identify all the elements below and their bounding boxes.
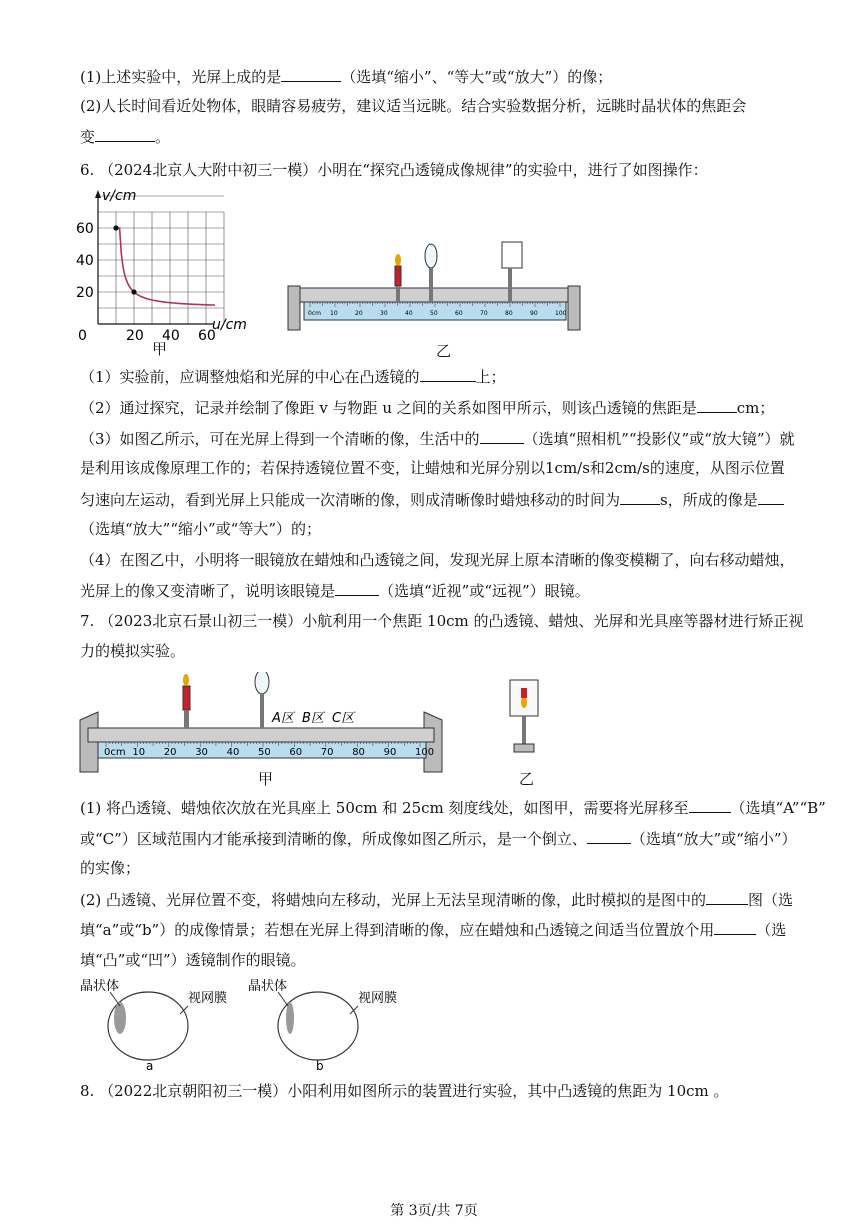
text: 6. （2024北京人大附中初三一模）小明在“探究凸透镜成像规律”的实验中，进行了如图操作： [80,161,708,179]
answer-blank[interactable] [697,397,737,413]
bench-tick-label: 40 [226,747,240,758]
retina-label-b: 视网膜 [358,991,398,1006]
bench-tick-label: 100 [415,747,435,758]
text: （4）在图乙中，小明将一眼镜放在蜡烛和凸透镜之间，发现光屏上原本清晰的像变模糊了，向右移动蜡烛， [80,551,795,569]
text: 填“凸”或“凹”）透镜制作的眼镜。 [80,951,306,969]
answer-blank[interactable] [420,366,476,382]
text: s，所成的像是 [660,491,758,509]
candle-flame [183,674,189,686]
answer-blank[interactable] [281,66,341,82]
bench-tick-label: 90 [383,747,397,758]
q6-item-1 [80,366,506,387]
tick-labels [76,221,216,344]
x-axis-label: u/cm [212,317,247,333]
bench-tick-label: 10 [132,747,146,758]
caption-jia: 甲 [152,340,168,358]
data-point [131,289,136,294]
q7-item-1 [80,797,826,818]
bench-tick-label: 0cm [104,747,126,758]
x-tick-label: 60 [198,328,216,344]
text: (1)上述实验中，光屏上成的是 [80,68,282,86]
answer-blank[interactable] [758,489,784,505]
bench-tick-label: 70 [480,310,488,317]
crystalline-lens-a [114,1002,126,1034]
text: 变 [80,128,96,146]
bench-left-leg [288,286,300,330]
q6-item-3-cont3 [80,519,321,539]
convex-lens [255,672,269,694]
q7-stem [80,611,804,631]
text: (2) 凸透镜、光屏位置不变，将蜡烛向左移动，光屏上无法呈现清晰的像，此时模拟的是图中的 [80,891,707,909]
text: 上； [475,368,506,386]
lens-holder [429,268,433,302]
pointer [278,992,288,1006]
convex-lens [425,244,437,268]
x-tick-label: 20 [126,328,144,344]
eye-diagrams [76,976,416,1072]
q5-item-2-cont [80,126,170,147]
text: cm； [736,399,775,417]
bench-tick-label: 30 [195,747,208,758]
text: (2)人长时间看近处物体，眼睛容易疲劳，建议适当远眺。结合实验数据分析，远眺时晶状体的焦距会 [80,97,747,115]
text: （选填“放大”“缩小”或“等大”）的； [80,520,322,538]
text: 是利用该成像原理工作的；若保持透镜位置不变，让蜡烛和光屏分别以1cm/s和2cm/s的速度，从图示位置 [80,459,785,477]
text: 力的模拟实验。 [80,642,186,660]
q7-item-2 [80,889,793,910]
q6-item-4 [80,550,795,570]
text: (1) 将凸透镜、蜡烛依次放在光具座上 50cm 和 25cm 刻度线处，如图甲，需要将光屏移至 [80,799,689,817]
inverted-candle [521,688,527,698]
q6-item-4-cont [80,580,590,601]
y-tick-label: 40 [76,253,94,269]
text: 光屏上的像又变清晰了，说明该眼镜是 [80,582,336,600]
bench-tick-label: 60 [455,310,463,317]
q6-optical-bench [284,240,584,340]
pointer [110,992,120,1006]
text: 匀速向左运动，看到光屏上只能成一次清晰的像，则成清晰像时蜡烛移动的时间为 [80,491,621,509]
text: 7. （2023北京石景山初三一模）小航利用一个焦距 10cm 的凸透镜、蜡烛、光屏和光具座等器材进行矫正视 [80,612,804,630]
q5-item-1 [80,66,612,87]
bench-tick-label: 100 [555,310,567,317]
text: （2）通过探究，记录并绘制了像距 v 与物距 u 之间的关系如图甲所示，则该凸透镜的焦距是 [80,399,697,417]
bench-top [88,728,434,742]
crystalline-lens-b [286,1002,294,1034]
y-axis-label: v/cm [102,188,137,204]
bench-tick-label: 70 [320,747,334,758]
q6-graph-figure [74,186,254,362]
text: （选填“近视”或“远视”）眼镜。 [379,582,590,600]
retina-label-a: 视网膜 [188,991,228,1006]
y-tick-label: 60 [76,221,94,237]
x-tick-label: 40 [162,328,180,344]
text: （3）如图乙所示，可在光屏上得到一个清晰的像，生活中的 [80,430,480,448]
candle-holder [184,710,189,728]
text: 图（选 [748,891,794,909]
q7-optical-bench [76,672,446,780]
caption-yi: 乙 [436,342,452,360]
bench-tick-label: 90 [530,310,538,317]
screen-base [514,744,534,752]
q7-stem-cont [80,641,185,661]
bench-tick-label: 0cm [308,310,321,317]
q7-item-2-cont [80,919,786,940]
x-tick-label: 0 [78,328,87,344]
bench-tick-label: 80 [352,747,365,758]
y-axis-arrow [95,190,101,198]
text: 填“a”或“b”）的成像情景；若想在光屏上得到清晰的像，应在蜡烛和凸透镜之间适当位置放个用 [80,921,715,939]
text: 8. （2022北京朝阳初三一模）小阳利用如图所示的装置进行实验，其中凸透镜的焦距为 10cm 。 [80,1082,729,1100]
bench-tick-label: 20 [355,310,363,317]
answer-blank[interactable] [689,797,731,813]
lens-holder [260,694,264,728]
zone-a-label: A区 [272,711,294,726]
text: （选填“A”“B” [730,799,826,817]
bench-tick-label: 30 [380,310,388,317]
bench-tick-label: 50 [258,747,271,758]
candle-flame [395,254,401,266]
text: （1）实验前，应调整烛焰和光屏的中心在凸透镜的 [80,368,420,386]
screen-holder [522,716,526,746]
answer-blank[interactable] [587,828,631,844]
text: 的实像； [80,859,141,877]
q8-stem [80,1081,729,1101]
text: （选填“缩小”、“等大”或“放大”）的像； [341,68,613,86]
bench-tick-label: 50 [430,310,438,317]
bench-tick-label: 20 [163,747,177,758]
eye-caption-b: b [316,1059,324,1072]
bench-tick-label: 40 [405,310,413,317]
q7-screen-image [500,676,550,762]
q6-item-3-cont2 [80,489,784,510]
bench-right-leg [568,286,580,330]
lens-label-b: 晶状体 [248,979,288,994]
q6-item-3-cont [80,458,785,478]
bench-tick-label: 60 [289,747,303,758]
light-screen [502,242,522,268]
bench-tick-label: 10 [330,310,338,317]
answer-blank[interactable] [480,428,524,444]
q7-item-2-cont2 [80,950,306,970]
caption-yi: 乙 [519,770,535,788]
candle [183,686,190,710]
zone-c-label: C区 [332,711,355,726]
text: （选填“照相机”“投影仪”或“放大镜”）就 [523,430,795,448]
text: 或“C”）区域范围内才能承接到清晰的像，所成像如图乙所示，是一个倒立、 [80,830,587,848]
q6-stem [80,160,708,180]
answer-blank[interactable] [335,580,379,596]
text: （选填“放大”或“缩小”） [630,830,797,848]
q6-item-2 [80,397,774,418]
lens-label-a: 晶状体 [80,979,120,994]
text: （选 [756,921,787,939]
q7-item-1-cont [80,828,797,849]
q5-item-2 [80,96,746,116]
candle-holder [396,286,400,302]
screen-holder [508,268,512,302]
answer-blank[interactable] [95,126,155,142]
candle [395,266,401,286]
caption-jia: 甲 [258,770,274,788]
answer-blank[interactable] [714,919,756,935]
zone-b-label: B区 [302,711,324,726]
v-u-curve [116,228,215,305]
text: 。 [155,128,171,146]
q6-item-3 [80,428,795,449]
y-tick-label: 20 [76,285,94,301]
page-footer: 第 3页/共 7页 [390,1203,478,1219]
eye-caption-a: a [146,1059,154,1072]
bench-top [292,288,576,302]
data-point [113,225,118,230]
answer-blank[interactable] [706,889,748,905]
answer-blank[interactable] [620,489,660,505]
q7-item-1-cont2 [80,858,140,878]
bench-tick-label: 80 [505,310,513,317]
